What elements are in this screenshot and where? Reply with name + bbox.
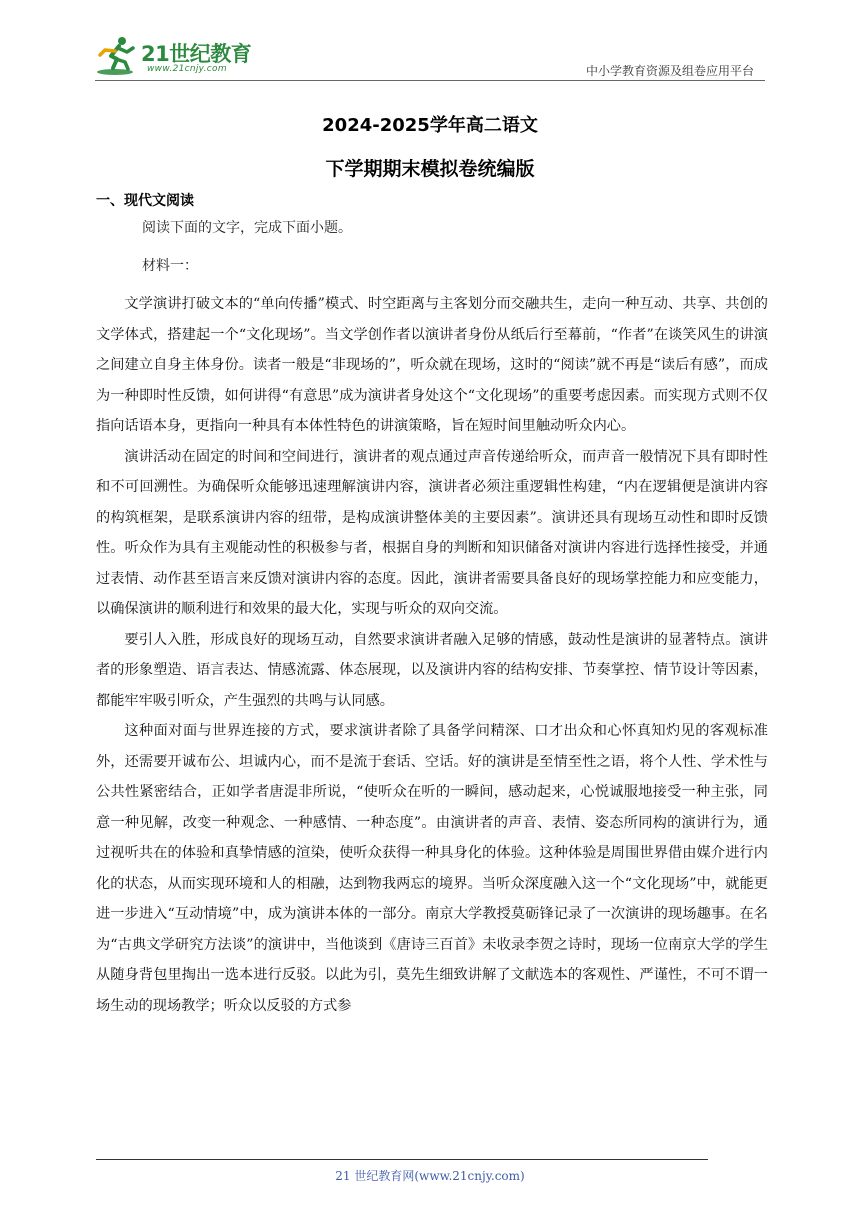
paragraph: 要引人入胜，形成良好的现场互动，自然要求演讲者融入足够的情感，鼓动性是演讲的显著特点。演讲者的形象塑造、语言表达、情感流露、体态展现，以及演讲内容的结构安排、节奏掌控、情节设计等因素，都能牢牢吸引听众，产生强烈的共鸣与认同感。 [96, 631, 768, 709]
exam-subtitle: 下学期期末模拟卷统编版 [325, 158, 535, 180]
footer-divider [96, 1159, 708, 1160]
material-label: 材料一： [142, 258, 198, 274]
passage-body [96, 289, 768, 1021]
section-heading: 一、现代文阅读 [96, 193, 194, 209]
paragraph: 演讲活动在固定的时间和空间进行，演讲者的观点通过声音传递给听众，而声音一般情况下具有即时性和不可回溯性。为确保听众能够迅速理解演讲内容，演讲者必须注重逻辑性构建，“内在逻辑便是演讲内容的构筑框架，是联系演讲内容的纽带，是构成演讲整体美的主要因素”。演讲还具有现场互动性和即时反馈性。听众作为具有主观能动性的积极参与者，根据自身的判断和知识储备对演讲内容进行选择性接受，并通过表情、动作甚至语言来反馈对演讲内容的态度。因此，演讲者需要具备良好的现场掌控能力和应变能力，以确保演讲的顺利进行和效果的最大化，实现与听众的双向交流。 [96, 448, 768, 617]
logo-title: 21世纪教育 [141, 42, 252, 66]
page-header [95, 34, 760, 80]
paragraph: 文学演讲打破文本的“单向传播”模式、时空距离与主客划分而交融共生，走向一种互动、共享、共创的文学体式，搭建起一个“文化现场”。当文学创作者以演讲者身份从纸后行至幕前，“作者”在谈笑风生的讲演之间建立自身主体身份。读者一般是“非现场的”，听众就在现场，这时的“阅读”就不再是“读后有感”，而成为一种即时性反馈，如何讲得“有意思”成为演讲者身处这个“文化现场”的重要考虑因素。而实现方式则不仅指向话语本身，更指向一种具有本体性特色的讲演策略，旨在短时间里触动听众内心。 [96, 296, 768, 434]
reading-instruction: 阅读下面的文字，完成下面小题。 [142, 220, 352, 236]
page-footer[interactable]: 21 世纪教育网(www.21cnjy.com) [335, 1169, 525, 1183]
logo-url: www.21cnjy.com [147, 64, 227, 74]
paragraph: 这种面对面与世界连接的方式，要求演讲者除了具备学问精深、口才出众和心怀真知灼见的客观标准外，还需要开诚布公、坦诚内心，而不是流于套话、空话。好的演讲是至情至性之语，将个人性、学术性与公共性紧密结合，正如学者唐湜非所说，“使听众在听的一瞬间，感动起来，心悦诚服地接受一种主张，同意一种见解，改变一种观念、一种感情、一种态度”。由演讲者的声音、表情、姿态所同构的演讲行为，通过视听共在的体验和真挚情感的渲染，使听众获得一种具身化的体验。这种体验是周围世界借由媒介进行内化的状态，从而实现环境和人的相融，达到物我两忘的境界。当听众深度融入这一个“文化现场”中，就能更进一步进入“互动情境”中，成为演讲本体的一部分。南京大学教授莫砺锋记录了一次演讲的现场趣事。在名为“古典文学研究方法谈”的演讲中，当他谈到《唐诗三百首》未收录李贺之诗时，现场一位南京大学的学生从随身背包里掏出一选本进行反驳。以此为引，莫先生细致讲解了文献选本的客观性、严谨性，不可不谓一场生动的现场教学；听众以反驳的方式参 [96, 723, 768, 1014]
brand-logo [95, 34, 265, 78]
logo-texts [141, 34, 261, 78]
exam-title: 2024-2025学年高二语文 [322, 115, 538, 136]
header-divider [95, 80, 765, 81]
platform-name: 中小学教育资源及组卷应用平台 [585, 64, 754, 78]
runner-logo-icon [95, 34, 139, 78]
